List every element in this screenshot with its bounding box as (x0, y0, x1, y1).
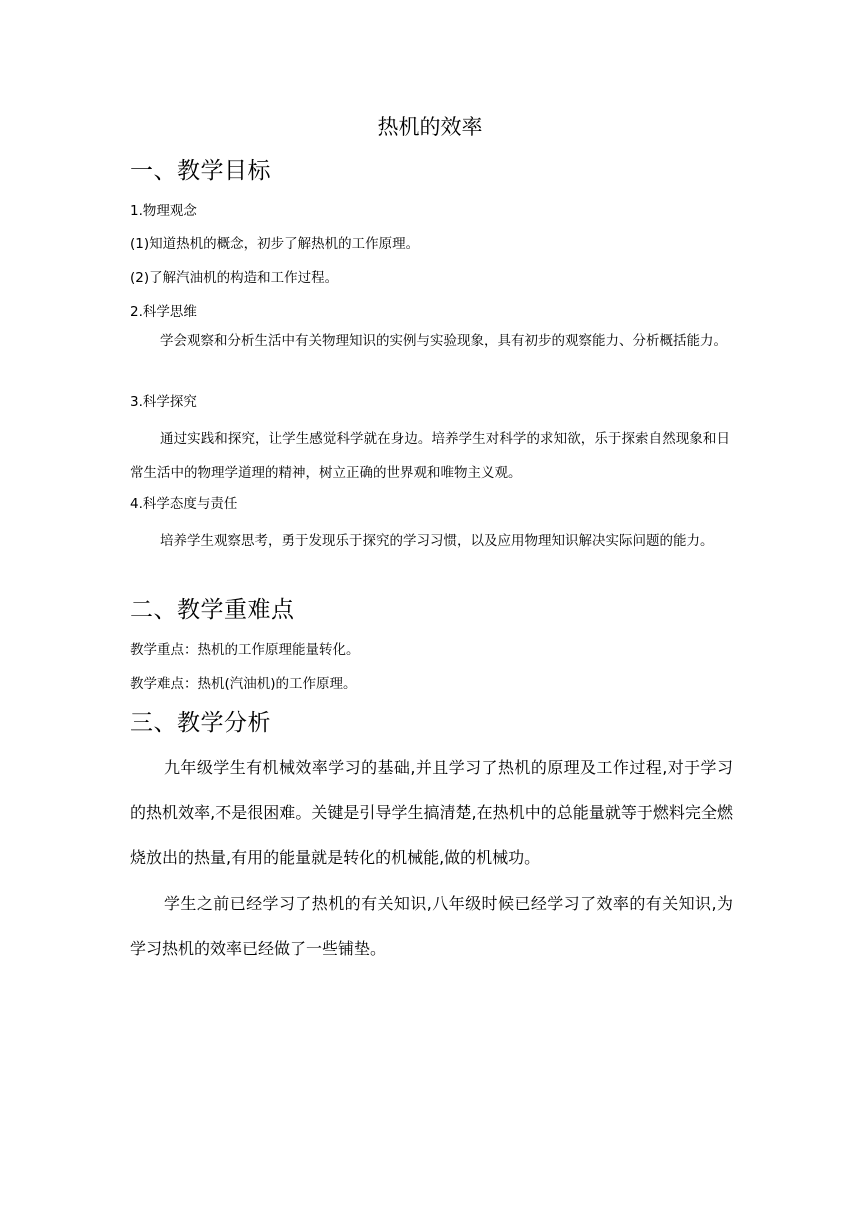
difficult-point-text: 教学难点：热机(汽油机)的工作原理。 (130, 676, 357, 692)
objective-scientific-inquiry-text: 通过实践和探究，让学生感觉科学就在身边。培养学生对科学的求知欲，乐于探索自然现象和日常生活中的物理学道理的精神，树立正确的世界观和唯物主义观。 (130, 431, 730, 481)
objective-scientific-inquiry-label: 3.科学探究 (130, 394, 197, 410)
objective-scientific-thinking-text: 学会观察和分析生活中有关物理知识的实例与实验现象，具有初步的观察能力、分析概括能力。 (160, 333, 727, 349)
objective-physics-concept-item-2: (2)了解汽油机的构造和工作过程。 (130, 270, 339, 286)
section-heading-teaching-objectives: 一、教学目标 (130, 158, 271, 184)
analysis-paragraph-2: 学生之前已经学习了热机的有关知识,八年级时候已经学习了效率的有关知识,为学习热机的效率已经做了一些铺垫。 (130, 894, 733, 958)
objective-scientific-thinking-label: 2.科学思维 (130, 304, 197, 320)
objective-physics-concept-label: 1.物理观念 (130, 203, 197, 219)
objective-physics-concept-item-1: (1)知道热机的概念，初步了解热机的工作原理。 (130, 236, 420, 252)
objective-attitude-responsibility-text: 培养学生观察思考，勇于发现乐于探究的学习习惯，以及应用物理知识解决实际问题的能力。 (160, 533, 714, 549)
document-title: 热机的效率 (377, 115, 483, 139)
objective-attitude-responsibility-label: 4.科学态度与责任 (130, 496, 238, 512)
analysis-paragraph-1: 九年级学生有机械效率学习的基础,并且学习了热机的原理及工作过程,对于学习的热机效率,不是很困难。关键是引导学生搞清楚,在热机中的总能量就等于燃料完全燃烧放出的热量,有用的能量就是转化的机械能,做的机械功。 (130, 758, 733, 867)
key-point-text: 教学重点：热机的工作原理能量转化。 (130, 642, 360, 658)
section-heading-key-difficult-points: 二、教学重难点 (130, 597, 295, 623)
section-heading-teaching-analysis: 三、教学分析 (130, 710, 271, 736)
